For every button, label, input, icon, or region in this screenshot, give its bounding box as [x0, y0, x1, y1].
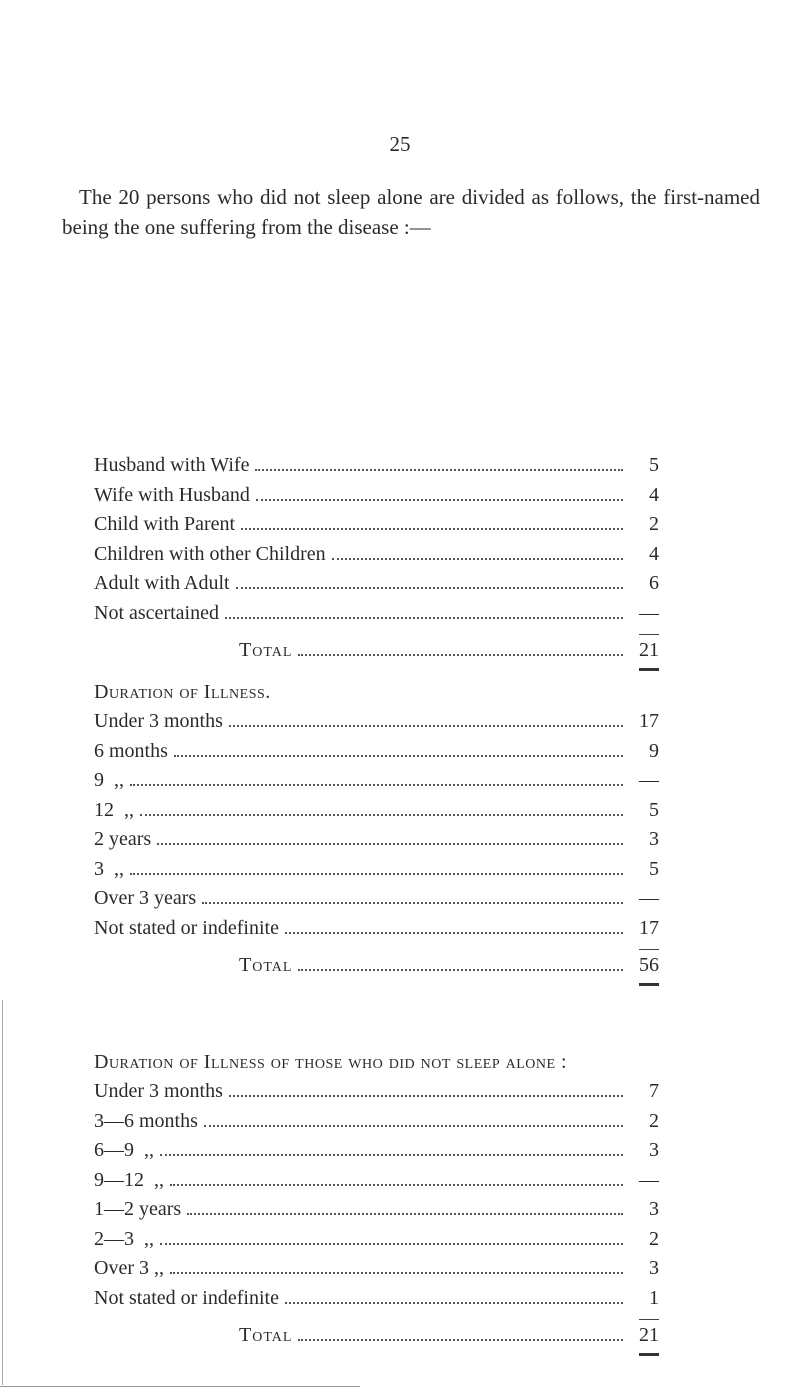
table-row: [94, 599, 659, 629]
table-row: [94, 855, 659, 885]
dot-leader: [160, 1242, 623, 1245]
page-number: 25: [389, 132, 411, 156]
table-row: [94, 451, 659, 481]
dot-leader: [160, 1153, 623, 1156]
dot-leader: [229, 1094, 623, 1097]
table-row: [94, 1284, 659, 1314]
dot-leader: [174, 754, 623, 757]
sum-rule: [639, 634, 659, 635]
section-heading: Duration of Illness of those who did not sleep alone :: [94, 1051, 568, 1073]
table-row: [94, 914, 659, 944]
row-label: 2—3 ,,: [94, 1227, 154, 1250]
dot-leader: [236, 586, 623, 589]
dot-leader: [229, 724, 623, 727]
row-label: 1—2 years: [94, 1198, 182, 1220]
table-row: [94, 884, 659, 914]
dot-leader: [130, 872, 623, 875]
duration-table: [94, 677, 659, 981]
row-label: Under 3 months: [94, 710, 223, 732]
table-row: [94, 1107, 659, 1137]
row-value: 6: [649, 572, 659, 594]
total-value: 21: [639, 1324, 659, 1346]
row-label: Not stated or indefinite: [94, 916, 279, 939]
dot-leader: [298, 653, 623, 656]
row-value: 5: [649, 798, 659, 821]
row-value: —: [639, 1168, 659, 1191]
table-row: [94, 1136, 659, 1166]
table-row: [94, 796, 659, 826]
table-row: [94, 707, 659, 737]
row-value: 3: [649, 1257, 659, 1279]
dot-leader: [140, 813, 623, 816]
table-row: [94, 1254, 659, 1284]
row-label: Under 3 months: [94, 1080, 223, 1102]
dot-leader: [332, 557, 623, 560]
total-row: [94, 951, 659, 981]
row-label: 9 ,,: [94, 769, 124, 791]
table-row: [94, 1195, 659, 1225]
row-label: Not stated or indefinite: [94, 1286, 279, 1309]
row-value: 4: [649, 483, 659, 506]
dot-leader: [204, 1124, 623, 1127]
row-value: 5: [649, 857, 659, 880]
row-label: Over 3 years: [94, 887, 197, 909]
row-label: 9—12 ,,: [94, 1168, 164, 1191]
table-row: [94, 1225, 659, 1255]
total-rule: [639, 983, 659, 986]
table-row: [94, 737, 659, 767]
row-label: Over 3 ,,: [94, 1257, 164, 1279]
row-value: 3: [649, 828, 659, 850]
row-value: 2: [649, 1109, 659, 1132]
row-value: 17: [639, 916, 659, 939]
sum-rule: [639, 1319, 659, 1320]
row-label: 6 months: [94, 739, 168, 762]
dot-leader: [255, 468, 623, 471]
total-label: Total: [239, 639, 293, 661]
dot-leader: [202, 901, 623, 904]
row-label: Not ascertained: [94, 601, 219, 624]
intro-paragraph: The 20 persons who did not sleep alone are divided as follows, the first-named being the one suffering from the disease :—: [62, 185, 760, 239]
row-value: 1: [649, 1286, 659, 1309]
scan-edge-rule: [0, 1386, 360, 1387]
row-value: 9: [649, 739, 659, 762]
total-row: [94, 636, 659, 666]
table-row: [94, 569, 659, 599]
row-label: Wife with Husband: [94, 483, 250, 506]
row-value: 17: [639, 710, 659, 732]
dot-leader: [285, 931, 623, 934]
dot-leader: [170, 1183, 623, 1186]
row-value: 4: [649, 542, 659, 565]
dot-leader: [241, 527, 623, 530]
total-label: Total: [239, 954, 293, 976]
row-label: 3 ,,: [94, 857, 124, 880]
total-rule: [639, 668, 659, 671]
dot-leader: [298, 1338, 623, 1341]
duration-alone-table: [94, 1047, 659, 1351]
row-value: 7: [649, 1080, 659, 1102]
row-value: 5: [649, 454, 659, 476]
total-value: 56: [639, 954, 659, 976]
dot-leader: [187, 1212, 623, 1215]
row-label: Child with Parent: [94, 513, 236, 535]
table-row: [94, 481, 659, 511]
row-label: 2 years: [94, 828, 152, 850]
row-value: 3: [649, 1139, 659, 1161]
row-label: Husband with Wife: [94, 454, 250, 476]
dot-leader: [157, 842, 623, 845]
dot-leader: [225, 616, 623, 619]
total-value: 21: [639, 639, 659, 661]
dot-leader: [285, 1301, 623, 1304]
scan-edge-rule: [2, 1000, 3, 1385]
dot-leader: [256, 498, 623, 501]
table-row: [94, 1166, 659, 1196]
total-label: Total: [239, 1324, 293, 1346]
total-rule: [639, 1353, 659, 1356]
sleeping-table: [94, 451, 659, 666]
table-row: [94, 510, 659, 540]
row-value: —: [639, 601, 659, 624]
row-label: 12 ,,: [94, 798, 134, 821]
sum-rule: [639, 949, 659, 950]
table-row: [94, 1077, 659, 1107]
dot-leader: [170, 1271, 623, 1274]
table-row: [94, 540, 659, 570]
dot-leader: [130, 783, 623, 786]
table-row: [94, 825, 659, 855]
table-row: [94, 766, 659, 796]
total-row: [94, 1321, 659, 1351]
row-label: Adult with Adult: [94, 572, 230, 594]
row-label: 6—9 ,,: [94, 1139, 154, 1161]
section-heading: Duration of Illness.: [94, 681, 271, 703]
row-value: —: [639, 769, 659, 791]
row-value: 3: [649, 1198, 659, 1220]
row-value: 2: [649, 1227, 659, 1250]
dot-leader: [298, 968, 623, 971]
row-label: 3—6 months: [94, 1109, 198, 1132]
row-value: —: [639, 887, 659, 909]
row-label: Children with other Children: [94, 542, 326, 565]
row-value: 2: [649, 513, 659, 535]
